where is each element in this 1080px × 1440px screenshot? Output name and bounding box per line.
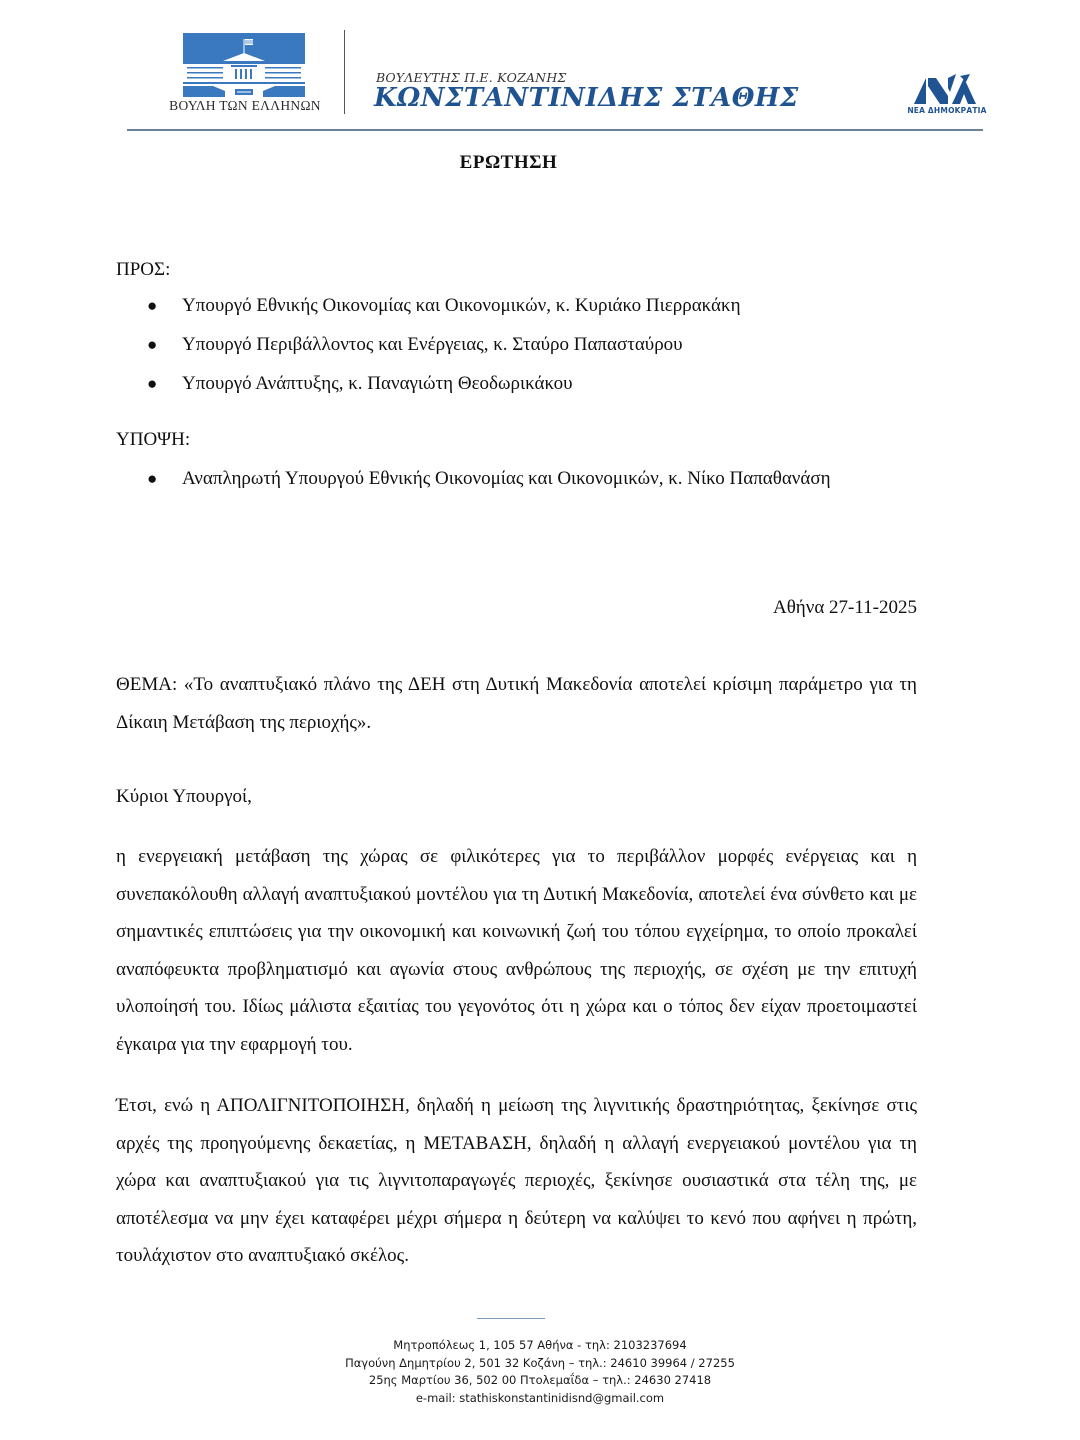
recipient-item: [147, 326, 917, 363]
letterhead: [0, 0, 1080, 135]
subject: ΘΕΜΑ: «Το αναπτυξιακό πλάνο της ΔΕΗ στη Δυτική Μακεδονία αποτελεί κρίσιμη παράμετρο για τη Δίκαιη Μετάβαση της περιοχής».: [116, 674, 917, 733]
body-paragraph: η ενεργειακή μετάβαση της χώρας σε φιλικότερες για το περιβάλλον μορφές ενέργειας και η συνεπακόλουθη αλλαγή αναπτυξιακού μοντέλου για τη Δυτική Μακεδονία, αποτελεί ένα σύνθετο και με σημαντικές επιπτώσεις για την οικονομική και κοινωνική ζωή του τόπου εγχείρημα, το οποίο προκαλεί αναπόφευκτα προβληματισμό και αγωνία στους ανθρώπους της περιοχής, σε σχέση με την επιτυχή υλοποίησή του. Ιδίως μάλιστα εξαιτίας του γεγονότος ότι η χώρα και ο τόπος δεν είχαν προετοιμαστεί έγκαιρα για την εφαρμογή του.: [116, 846, 917, 1055]
header-divider: [344, 30, 345, 114]
bullet-icon: ●: [147, 374, 158, 393]
bullet-icon: ●: [147, 296, 158, 315]
new-democracy-logo-icon: [912, 74, 982, 104]
body-paragraph: Έτσι, ενώ η ΑΠΟΛΙΓΝΙΤΟΠΟΙΗΣΗ, δηλαδή η μείωση της λιγνιτικής δραστηριότητας, ξεκίνησε στις αρχές της προηγούμενης δεκαετίας, η ΜΕΤΑΒΑΣΗ, δηλαδή η αλλαγή ενεργειακού μοντέλου για τη χώρα και αναπτυξιακού για τις λιγνιτοπαραγωγές περιοχές, ξεκίνησε ουσιαστικά στα τέλη της, με αποτέλεσμα να μην έχει καταφέρει μέχρι σήμερα η δεύτερη να καλύψει το κενό που αφήνει η πρώτη, τουλάχιστον στο αναπτυξιακό σκέλος.: [116, 1095, 917, 1266]
recipient-text: Υπουργό Εθνικής Οικονομίας και Οικονομικών, κ. Κυριάκο Πιερρακάκη: [182, 295, 741, 316]
document-date: Αθήνα 27-11-2025: [772, 597, 917, 618]
bullet-icon: ●: [147, 469, 158, 488]
footer-email: e-mail: stathiskonstantinidisnd@gmail.com: [415, 1390, 665, 1405]
bullet-icon: ●: [147, 335, 158, 354]
footer-address-ptolemaida: 25ης Μαρτίου 36, 502 00 Πτολεμαΐδα – τηλ.: 24630 27418: [368, 1373, 712, 1387]
header-rule: [127, 129, 983, 131]
footer-divider: [477, 1318, 545, 1319]
cc-recipient-text: Αναπληρωτή Υπουργού Εθνικής Οικονομίας και Οικονομικών, κ. Νίκο Παπαθανάση: [182, 468, 831, 489]
mp-role: ΒΟΥΛΕΥΤΗΣ Π.Ε. ΚΟΖΑΝΗΣ: [376, 70, 567, 85]
recipient-text: Υπουργό Ανάπτυξης, κ. Παναγιώτη Θεοδωρικάκου: [182, 373, 573, 394]
recipient-text: Υπουργό Περιβάλλοντος και Ενέργειας, κ. Σταύρο Παπασταύρου: [182, 334, 683, 355]
footer-address-athens: Μητροπόλεως 1, 105 57 Αθήνα - τηλ: 2103237694: [393, 1338, 687, 1352]
to-label: ΠΡΟΣ:: [116, 259, 171, 280]
recipient-item: [147, 287, 917, 324]
hellenic-parliament-logo-icon: [183, 33, 305, 97]
cc-label: ΥΠΟΨΗ:: [116, 429, 191, 450]
party-name: ΝΕΑ ΔΗΜΟΚΡΑΤΙΑ: [907, 106, 987, 115]
cc-recipient-item: [147, 460, 917, 497]
recipient-item: [147, 365, 917, 402]
document-title: ΕΡΩΤΗΣΗ: [459, 152, 558, 173]
parliament-name: ΒΟΥΛΗ ΤΩΝ ΕΛΛΗΝΩΝ: [169, 98, 321, 113]
footer-address-kozani: Παγούνη Δημητρίου 2, 501 32 Κοζάνη – τηλ.: 24610 39964 / 27255: [345, 1355, 735, 1370]
mp-name: ΚΩΝΣΤΑΝΤΙΝΙΔΗΣ ΣΤΑΘΗΣ: [374, 83, 799, 113]
footer-contact: [0, 1337, 1080, 1407]
salutation: Κύριοι Υπουργοί,: [116, 786, 252, 807]
